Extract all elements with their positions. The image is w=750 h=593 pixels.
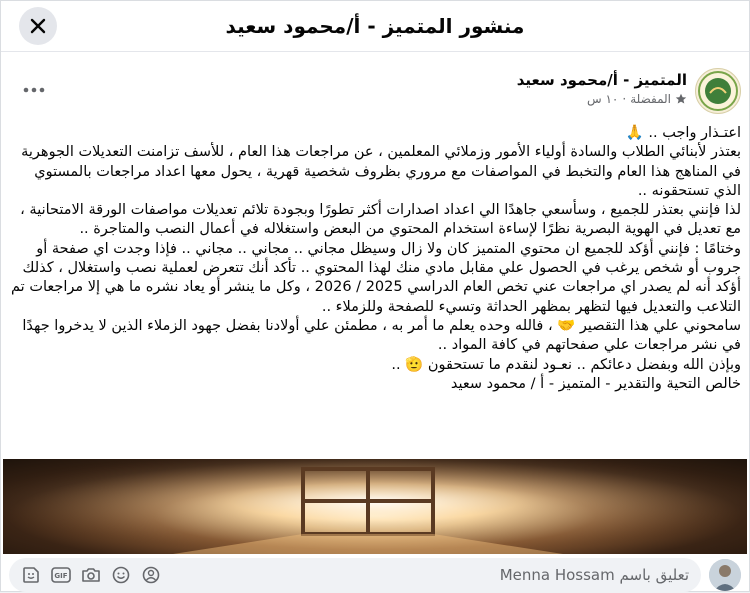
avatar-sticker-icon [142,566,160,584]
comment-tools [21,565,161,585]
avatar-icon [709,559,741,591]
avatar-sticker-button[interactable] [141,565,161,585]
post-header [9,68,741,116]
emoji-button[interactable] [111,565,131,585]
meta-separator: · [622,92,627,106]
sticker-icon [22,566,40,584]
post-paragraph: سامحوني علي هذا التقصير 🤝 ، فالله وحده يعلم ما أمر به ، مطمئن علي أولادنا بفضل جهود الزملاء الذين لا يدخروا جهدًا في نشر مراجعات علي صفحاتهم في كافة المواد .. [22,317,741,354]
post-paragraph: خالص التحية والتقدير - المتميز - أ / محمود سعيد [450,375,741,392]
comment-input[interactable] [9,558,701,592]
author-avatar[interactable] [695,68,741,114]
post-paragraph: وختامًا : فإنني أؤكد للجميع ان محتوي المتميز كان ولا زال وسيظل مجاني .. مجاني .. مجاني .. فإذا وجدت اي صفحة أو جروب أو شخص يرغب في الحصول علي مقابل مادي منك لهذا المحتوي .. تأكد أنك تتعرض لعملية نصب واستغلال ، كذلك أؤكد أنه لم يصدر اي مراجعات عني تخص العام الدراسي 2025 / 2026 ، وكل ما ينشر أو يعاد نشره ما هي إلا مراجعات تم التلاعب والتعديل فيها لتظهر بمظهر الحداثة وتسيء للصفحة وللزملاء .. [11,240,741,315]
post-paragraph: وبإذن الله وبفضل دعائكم .. نعـود لنقدم ما تستحقون 🫡 .. [391,356,741,373]
commenter-avatar[interactable] [709,559,741,591]
close-icon [29,17,47,35]
sticker-button[interactable] [21,565,41,585]
gif-icon [51,567,71,583]
post-paragraph: اعتـذار واجب .. 🙏 [625,125,741,141]
post-paragraph: لذا فإنني بعتذر للجميع ، وسأسعي جاهدًا الي اعداد اصدارات أكثر تطورًا وبجودة تلائم تعديلات مواصفات الورقة الامتحانية ، مع تعديل في الهوية البصرية نظرًا لإساءة استخدام المحتوي من البعض واستغلاله في أعمال النصب والمتاجرة .. [20,202,741,238]
comment-bar [9,556,741,593]
post-paragraph: بعتذر لأبنائي الطلاب والسادة أولياء الأمور وزملائي المعلمين ، عن مراجعات هذا العام ، للأسف تزامنت التعديلات الجوهرية في المناهج هذا العام والتخبط في المواصفات مع مروري بظروف شخصية قهرية ، يحول معها اعداد مراجعات بالمستوي الذي تستحقونه .. [21,144,741,199]
modal-header [1,1,749,52]
modal-title: منشور المتميز - أ/محمود سعيد [225,14,525,38]
author-name[interactable]: المتميز - أ/محمود سعيد [516,71,687,89]
close-button[interactable] [19,7,57,45]
author-block [517,70,687,108]
post-meta [517,90,687,108]
gif-button[interactable] [51,565,71,585]
svg-text:GIF: GIF [54,572,68,581]
avatar-icon [696,69,740,113]
camera-icon [81,566,101,584]
light-window-image [3,459,747,554]
post-image[interactable] [3,459,747,554]
post-body [9,124,741,394]
more-icon [23,87,45,93]
audience-label[interactable]: المفضلة [630,92,671,106]
comment-placeholder: تعليق باسم Menna Hossam [499,566,689,584]
post-time[interactable]: ١٠ س [587,92,619,106]
post [1,56,749,593]
more-options-button[interactable] [19,78,49,102]
camera-button[interactable] [81,565,101,585]
star-icon [675,93,687,105]
emoji-icon [112,566,130,584]
